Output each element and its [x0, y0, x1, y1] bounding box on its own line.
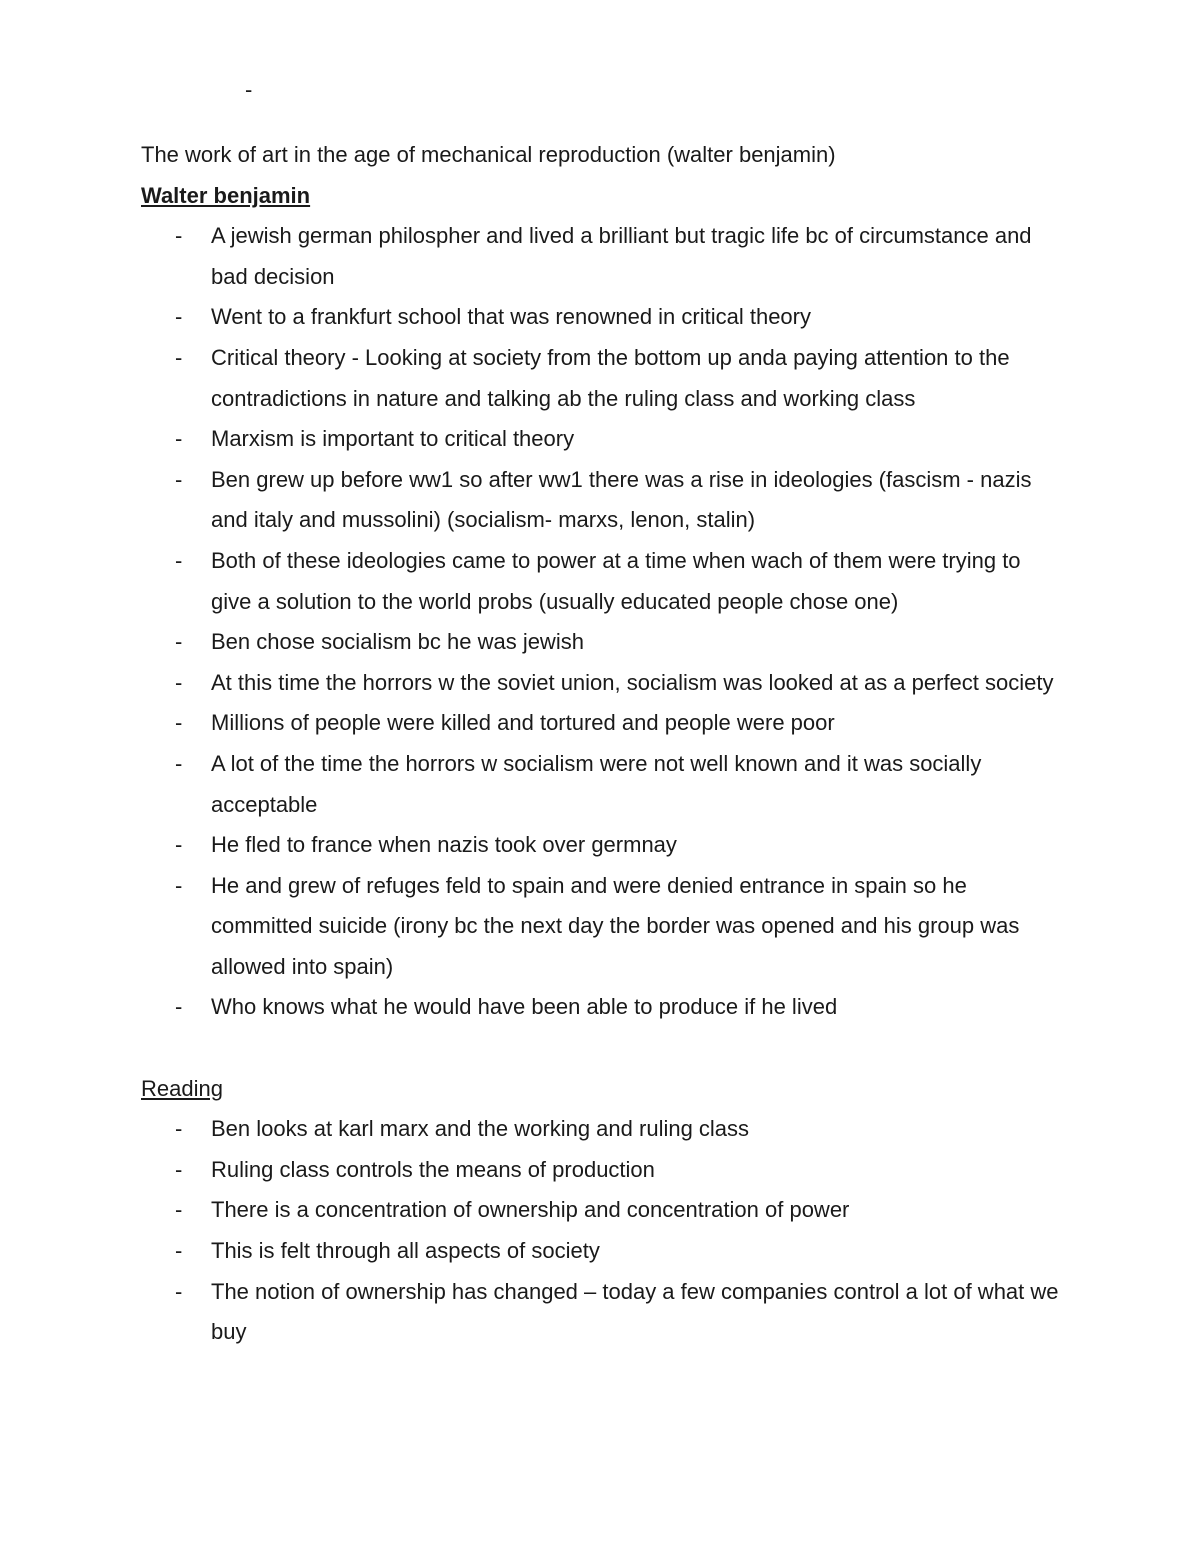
document-title: The work of art in the age of mechanical reproduction (walter benjamin) [141, 142, 836, 167]
bullet-dash: - [175, 1156, 183, 1182]
list-item-text: Who knows what he would have been able to produce if he lived [211, 994, 838, 1020]
list-item-text: Ben grew up before ww1 so after ww1 there was a rise in ideologies (fascism - nazis and italy and mussolini) (socialism- marxs, lenon, stalin) [211, 466, 1032, 533]
document-body [141, 135, 1081, 1353]
section-heading-walter-benjamin: Walter benjamin [141, 182, 311, 208]
bullet-dash: - [175, 1278, 183, 1304]
bullet-dash: - [175, 710, 183, 736]
bullet-dash: - [175, 669, 183, 695]
list-item [141, 703, 1061, 744]
list-item [141, 744, 1061, 825]
list-item [141, 866, 1061, 988]
bullet-dash: - [175, 223, 183, 249]
stray-dash: - [245, 77, 253, 102]
list-item-text: Ben looks at karl marx and the working and ruling class [211, 1116, 750, 1142]
bullet-list-walter-benjamin [141, 216, 1081, 1028]
list-item [141, 541, 1061, 622]
bullet-dash: - [175, 304, 183, 330]
list-item [141, 825, 1061, 866]
list-item-text: At this time the horrors w the soviet union, socialism was looked at as a perfect society [211, 669, 1054, 695]
blank-line [141, 1028, 1081, 1069]
list-item [141, 297, 1061, 338]
list-item [141, 419, 1061, 460]
bullet-dash: - [175, 547, 183, 573]
bullet-dash: - [175, 1197, 183, 1223]
list-item-text: The notion of ownership has changed – today a few companies control a lot of what we buy [211, 1278, 1059, 1345]
bullet-dash: - [175, 344, 183, 370]
bullet-dash: - [175, 832, 183, 858]
list-item-text: There is a concentration of ownership and concentration of power [211, 1197, 850, 1223]
section-heading-reading: Reading [141, 1075, 223, 1101]
list-item-text: He fled to france when nazis took over germnay [211, 832, 677, 858]
bullet-dash: - [175, 1116, 183, 1142]
bullet-list-reading [141, 1109, 1081, 1353]
bullet-dash: - [175, 426, 183, 452]
list-item [141, 1150, 1061, 1191]
list-item-text: A lot of the time the horrors w socialism were not well known and it was socially acceptable [211, 750, 982, 817]
list-item-text: A jewish german philospher and lived a brilliant but tragic life bc of circumstance and bad decision [211, 223, 1032, 289]
list-item-text: Ruling class controls the means of production [211, 1156, 655, 1182]
list-item-text: Marxism is important to critical theory [211, 426, 575, 452]
bullet-dash: - [175, 1238, 183, 1264]
list-item [141, 1272, 1061, 1353]
list-item-text: Millions of people were killed and tortured and people were poor [211, 710, 835, 736]
list-item [141, 1190, 1061, 1231]
list-item-text: Both of these ideologies came to power at a time when wach of them were trying to give a solution to the world probs (usually educated people chose one) [211, 547, 1021, 614]
bullet-dash: - [175, 750, 183, 776]
list-item [141, 1109, 1061, 1150]
list-item-text: This is felt through all aspects of society [211, 1238, 600, 1264]
list-item [141, 663, 1061, 704]
list-item-text: He and grew of refuges feld to spain and were denied entrance in spain so he committed suicide (irony bc the next day the border was opened and his group was allowed into spain) [211, 872, 1020, 979]
list-item [141, 1231, 1061, 1272]
list-item [141, 216, 1061, 297]
list-item-text: Ben chose socialism bc he was jewish [211, 629, 584, 655]
list-item [141, 987, 1061, 1028]
list-item [141, 460, 1061, 541]
bullet-dash: - [175, 629, 183, 655]
bullet-dash: - [175, 466, 183, 492]
bullet-dash: - [175, 994, 183, 1020]
list-item-text: Critical theory - Looking at society from the bottom up anda paying attention to the contradictions in nature and talking ab the ruling class and working class [211, 344, 1010, 411]
list-item [141, 622, 1061, 663]
list-item-text: Went to a frankfurt school that was renowned in critical theory [211, 304, 811, 330]
bullet-dash: - [175, 872, 183, 898]
list-item [141, 338, 1061, 419]
